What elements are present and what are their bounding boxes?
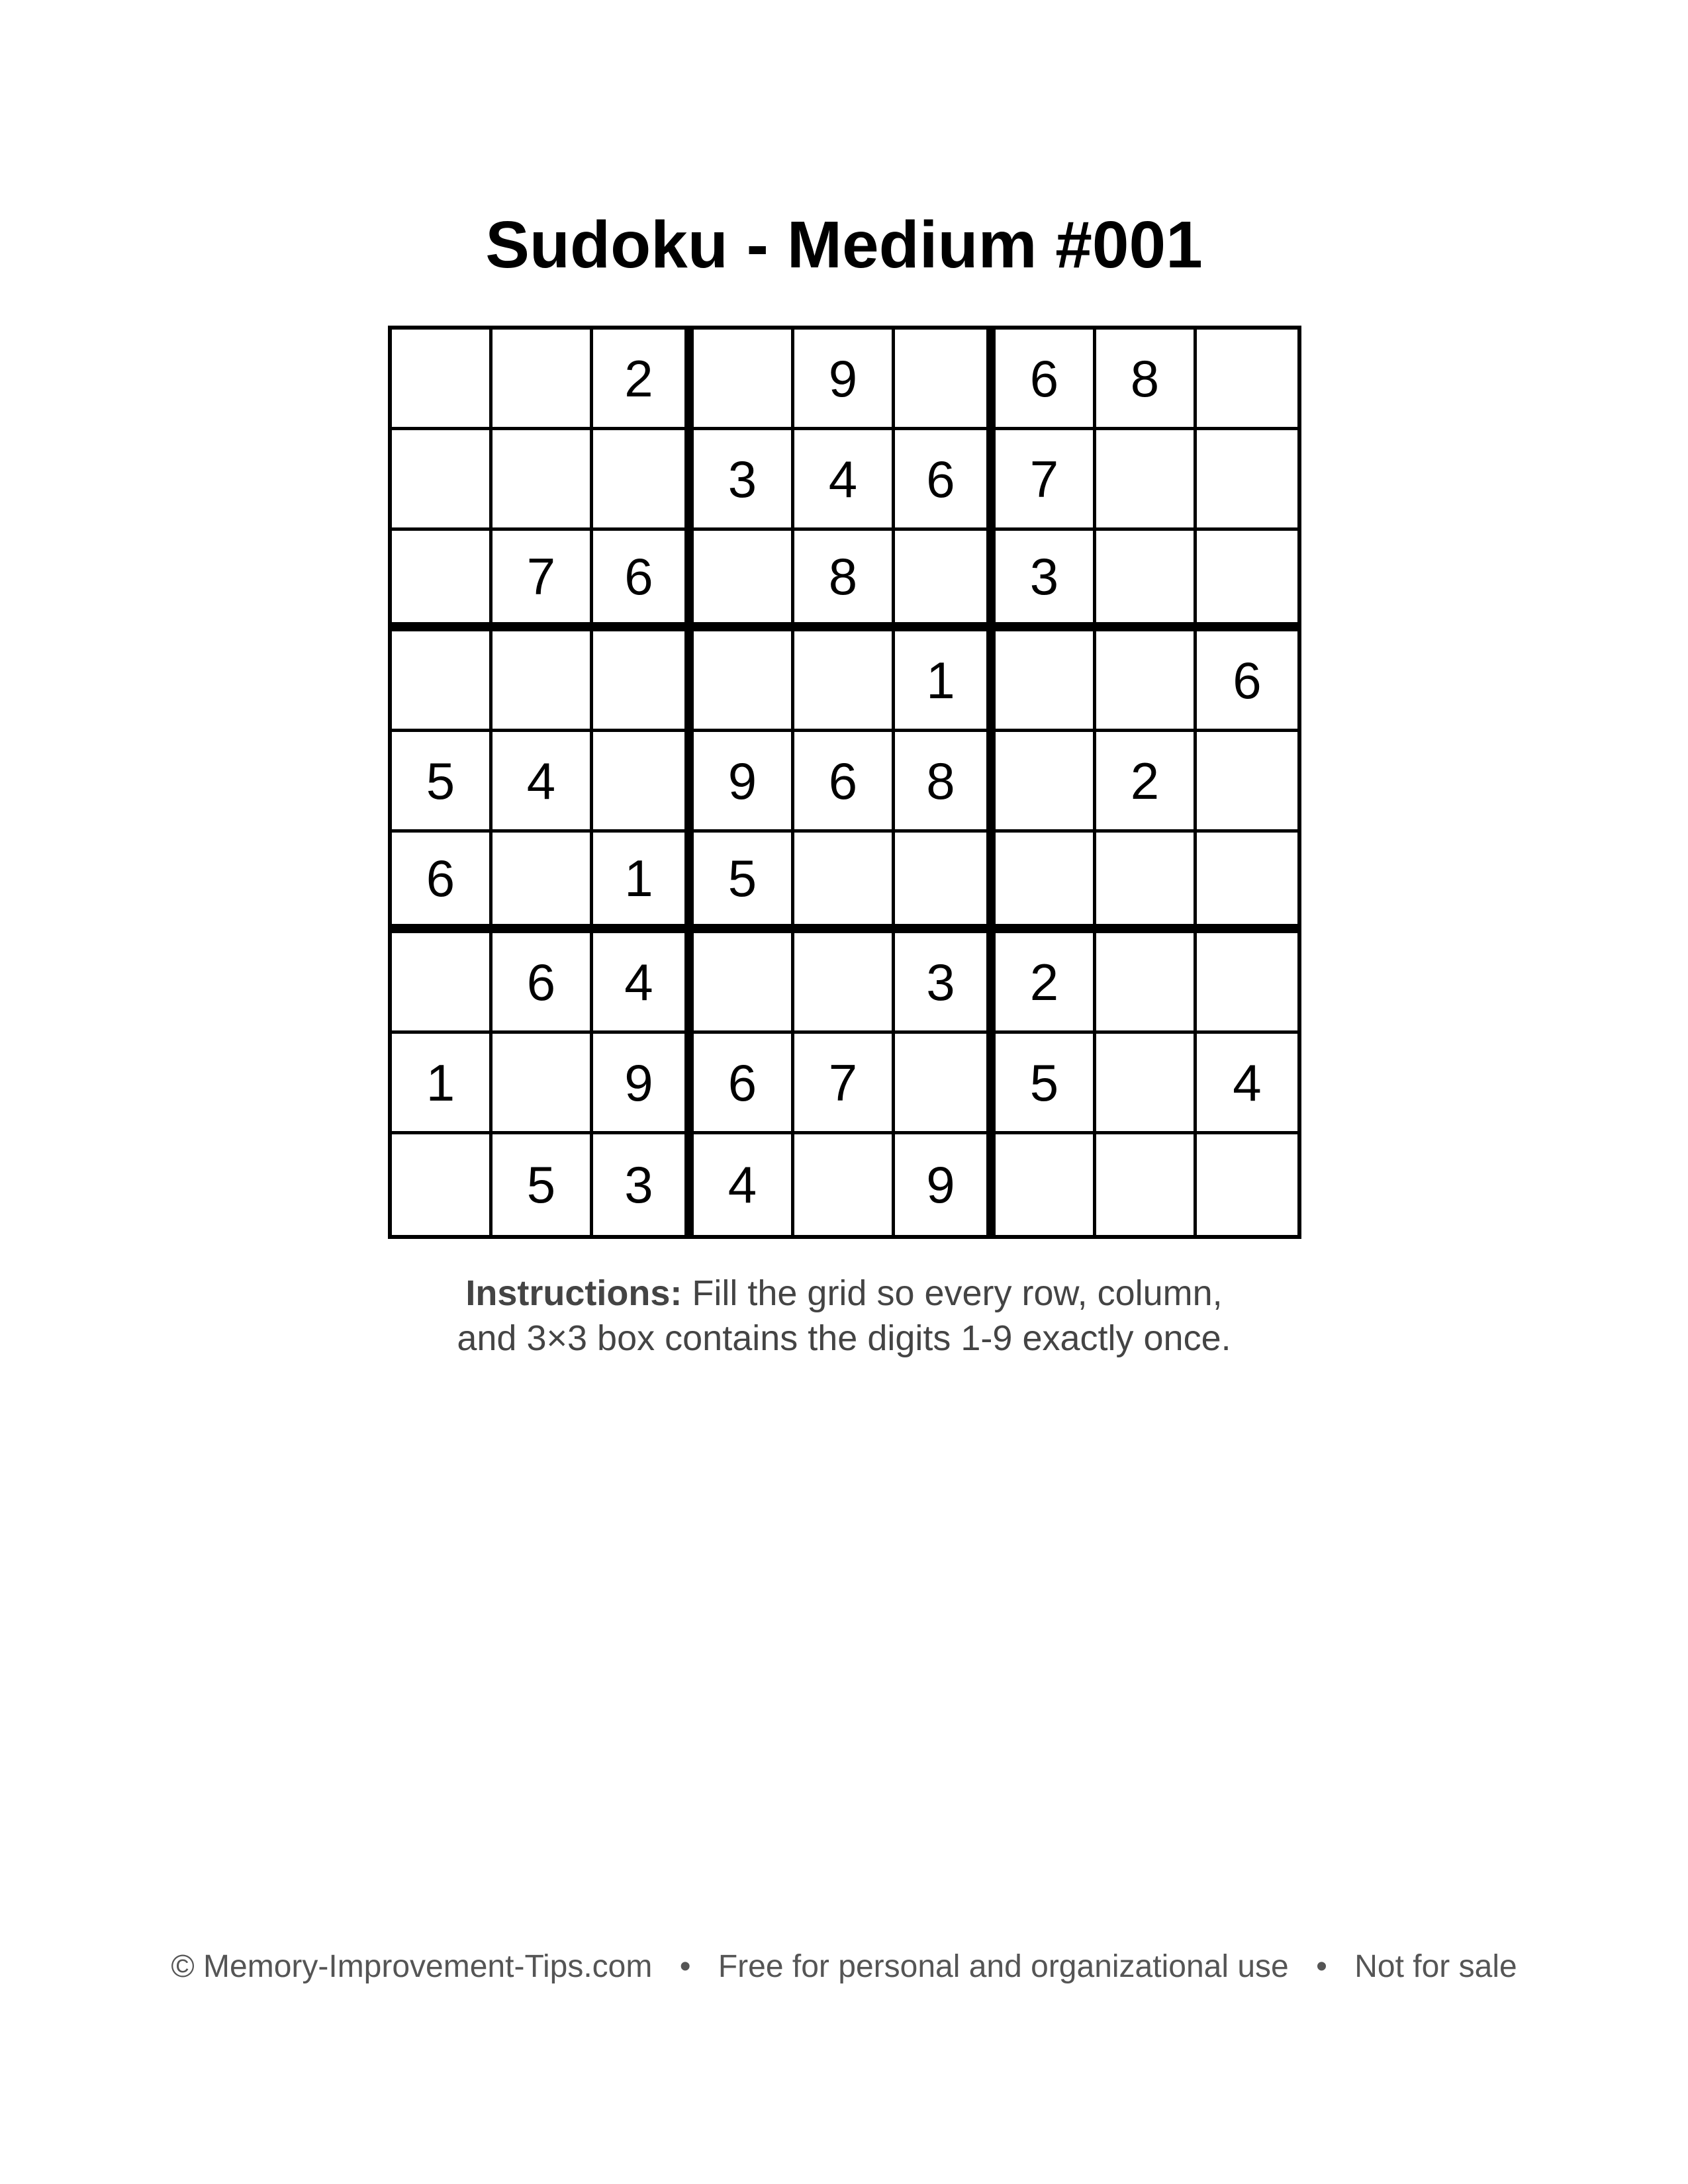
sudoku-cell[interactable]: 2 [593,330,694,430]
sudoku-cell[interactable] [1197,1134,1297,1235]
sudoku-cell[interactable]: 4 [593,933,694,1034]
sudoku-cell[interactable]: 4 [492,732,593,833]
sudoku-cell[interactable]: 3 [996,531,1096,631]
sudoku-cell[interactable] [1096,1034,1197,1134]
sudoku-cell[interactable] [996,732,1096,833]
sudoku-cell[interactable]: 6 [996,330,1096,430]
sudoku-cell[interactable] [1096,1134,1197,1235]
sudoku-cell[interactable] [392,330,492,430]
sudoku-cell[interactable] [1197,531,1297,631]
sudoku-cell[interactable]: 3 [694,430,794,531]
sudoku-cell[interactable]: 9 [694,732,794,833]
sudoku-cell[interactable] [694,330,794,430]
sudoku-cell[interactable] [895,1034,996,1134]
sudoku-cell[interactable] [492,1034,593,1134]
page-title: Sudoku - Medium #001 [485,208,1203,282]
sudoku-cell[interactable] [492,631,593,732]
sudoku-cell[interactable] [492,430,593,531]
sudoku-cell[interactable] [1197,430,1297,531]
sudoku-cell[interactable]: 8 [895,732,996,833]
sudoku-cell[interactable] [593,631,694,732]
sudoku-cell[interactable] [1096,631,1197,732]
sudoku-cell[interactable]: 6 [1197,631,1297,732]
sudoku-cell[interactable]: 6 [895,430,996,531]
sudoku-cell[interactable]: 1 [895,631,996,732]
sudoku-cell[interactable] [492,330,593,430]
instructions-line-2: and 3×3 box contains the digits 1-9 exactly once. [457,1318,1231,1358]
sudoku-cell[interactable]: 6 [694,1034,794,1134]
sudoku-cell[interactable]: 6 [794,732,895,833]
sudoku-cell[interactable]: 2 [1096,732,1197,833]
sudoku-cell[interactable]: 4 [794,430,895,531]
footer-license: Free for personal and organizational use [718,1949,1289,1984]
sudoku-cell[interactable]: 7 [492,531,593,631]
footer-separator: • [1316,1949,1327,1984]
sudoku-cell[interactable] [1096,833,1197,933]
sudoku-cell[interactable]: 1 [392,1034,492,1134]
instructions-line-1: Fill the grid so every row, column, [692,1273,1223,1313]
sudoku-cell[interactable] [794,1134,895,1235]
instructions [0,1271,1688,1361]
sudoku-cell[interactable] [895,833,996,933]
sudoku-cell[interactable] [392,933,492,1034]
sudoku-cell[interactable]: 5 [996,1034,1096,1134]
instructions-label: Instructions: [465,1273,682,1313]
sudoku-cell[interactable] [694,531,794,631]
sudoku-cell[interactable] [1197,732,1297,833]
sudoku-cell[interactable] [1197,933,1297,1034]
sudoku-cell[interactable]: 4 [1197,1034,1297,1134]
sudoku-cell[interactable] [694,631,794,732]
sudoku-cell[interactable]: 9 [794,330,895,430]
sudoku-cell[interactable]: 8 [1096,330,1197,430]
sudoku-cell[interactable] [694,933,794,1034]
sudoku-cell[interactable] [1197,833,1297,933]
sudoku-cell[interactable] [392,531,492,631]
sudoku-cell[interactable]: 8 [794,531,895,631]
sudoku-cell[interactable] [593,732,694,833]
sudoku-cell[interactable]: 4 [694,1134,794,1235]
footer-separator: • [679,1949,691,1984]
sudoku-cell[interactable]: 3 [895,933,996,1034]
sudoku-cell[interactable]: 6 [492,933,593,1034]
sudoku-cell[interactable]: 2 [996,933,1096,1034]
sudoku-cell[interactable]: 7 [996,430,1096,531]
sudoku-cell[interactable] [392,631,492,732]
sudoku-cell[interactable] [593,430,694,531]
sudoku-cell[interactable] [996,833,1096,933]
sudoku-cell[interactable]: 5 [492,1134,593,1235]
sudoku-cell[interactable] [1096,933,1197,1034]
sudoku-cell[interactable] [895,531,996,631]
sudoku-cell[interactable]: 6 [593,531,694,631]
sudoku-cell[interactable]: 9 [593,1034,694,1134]
sudoku-cell[interactable]: 9 [895,1134,996,1235]
sudoku-cell[interactable] [1096,430,1197,531]
footer-note: Not for sale [1354,1949,1517,1984]
sudoku-cell[interactable] [996,631,1096,732]
sudoku-cell[interactable] [492,833,593,933]
sudoku-cell[interactable] [1197,330,1297,430]
sudoku-cell[interactable]: 3 [593,1134,694,1235]
sudoku-cell[interactable]: 7 [794,1034,895,1134]
sudoku-cell[interactable] [794,631,895,732]
sudoku-cell[interactable]: 6 [392,833,492,933]
sudoku-cell[interactable]: 5 [392,732,492,833]
footer-copyright: © Memory-Improvement-Tips.com [171,1949,653,1984]
sudoku-cell[interactable] [794,833,895,933]
sudoku-cell[interactable] [794,933,895,1034]
sudoku-cell[interactable] [1096,531,1197,631]
sudoku-cell[interactable] [392,1134,492,1235]
footer [0,1946,1688,1988]
sudoku-cell[interactable] [996,1134,1096,1235]
sudoku-cell[interactable] [392,430,492,531]
sudoku-grid [388,326,1301,1239]
sudoku-cell[interactable] [895,330,996,430]
sudoku-cell[interactable]: 5 [694,833,794,933]
sudoku-cell[interactable]: 1 [593,833,694,933]
